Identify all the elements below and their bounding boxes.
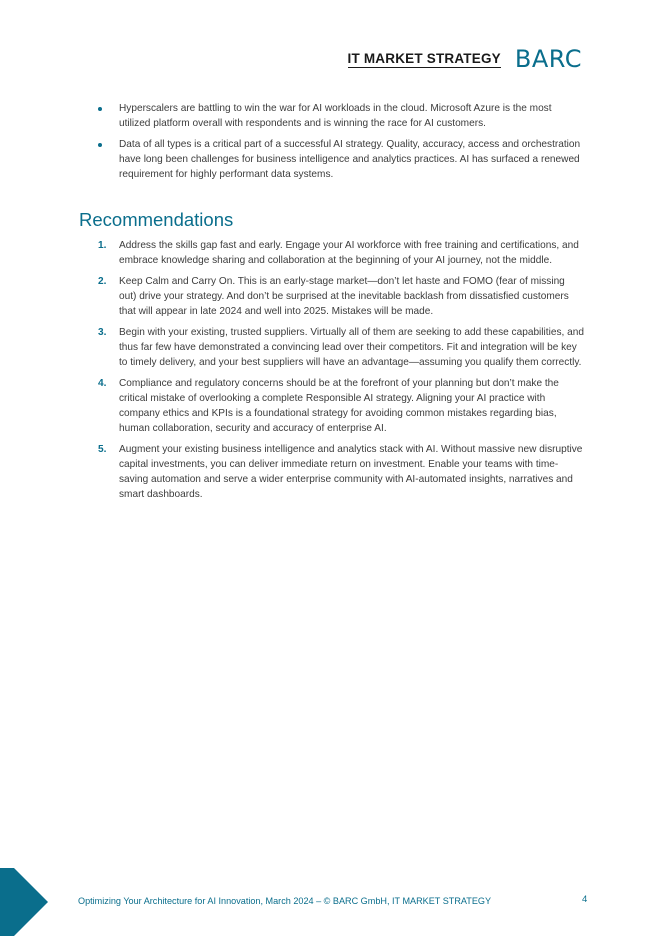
- footer-text: Optimizing Your Architecture for AI Innovation, March 2024 – © BARC GmbH, IT MARKET STRATEGY: [78, 896, 492, 906]
- section-heading: Recommendations: [79, 209, 234, 230]
- item-text: Address the skills gap fast and early. Engage your AI workforce with free training and certifications, and embrace knowledge sharing and collaboration at the beginning of your AI journey, not the middle.: [119, 240, 579, 266]
- list-item: [79, 442, 584, 502]
- item-text: Compliance and regulatory concerns should be at the forefront of your planning but don’t make the critical mistake of overlooking a complete Responsible AI strategy. Aligning your AI practice with company ethics and KPIs is a foundational strategy for avoiding common mistakes regarding bias, human collaboration, security and accuracy of enterprise AI.: [119, 378, 559, 434]
- bullet-icon: [98, 107, 102, 111]
- bullet-icon: [98, 143, 102, 147]
- list-item: [79, 376, 584, 436]
- page-header: [348, 44, 582, 74]
- item-text: Begin with your existing, trusted suppliers. Virtually all of them are seeking to add these capabilities, and thus far few have demonstrated a convincing lead over their competitors. Fit and integration will be key to timely delivery, and your best suppliers will have an advantage—assuming you qualify them correctly.: [119, 327, 584, 368]
- page-number: 4: [582, 894, 588, 905]
- item-number: 1.: [98, 240, 107, 251]
- item-number: 3.: [98, 327, 107, 338]
- bullet-text: Hyperscalers are battling to win the war for AI workloads in the cloud. Microsoft Azure is the most utilized platform overall with respondents and is winning the race for AI customers.: [119, 103, 552, 129]
- bullet-list: [79, 101, 584, 182]
- list-item: [79, 101, 584, 131]
- barc-logo: BARC: [514, 45, 582, 73]
- item-number: 5.: [98, 444, 107, 455]
- list-item: [79, 325, 584, 370]
- item-number: 4.: [98, 378, 107, 389]
- page-content: [79, 101, 584, 508]
- bullet-text: Data of all types is a critical part of a successful AI strategy. Quality, accuracy, access and orchestration have long been challenges for business intelligence and analytics practices. AI has surfaced a renewed requirement for highly performant data systems.: [119, 139, 581, 180]
- item-text: Augment your existing business intelligence and analytics stack with AI. Without massive new disruptive capital investments, you can deliver immediate return on investment. Enable your teams with time-saving automation and serve a wider enterprise community with AI-automated insights, narratives and smart dashboards.: [119, 444, 583, 500]
- recommendations-list: [79, 238, 584, 502]
- list-item: [79, 238, 584, 268]
- item-number: 2.: [98, 276, 107, 287]
- item-text: Keep Calm and Carry On. This is an early-stage market—don’t let haste and FOMO (fear of missing out) drive your strategy. And don’t be surprised at the inevitable backlash from dissatisfied customers that will appear in late 2024 and well into 2025. Mistakes will be made.: [119, 276, 569, 317]
- header-label: IT MARKET STRATEGY: [347, 50, 501, 66]
- list-item: [79, 274, 584, 319]
- corner-decoration: [0, 868, 50, 936]
- list-item: [79, 137, 584, 182]
